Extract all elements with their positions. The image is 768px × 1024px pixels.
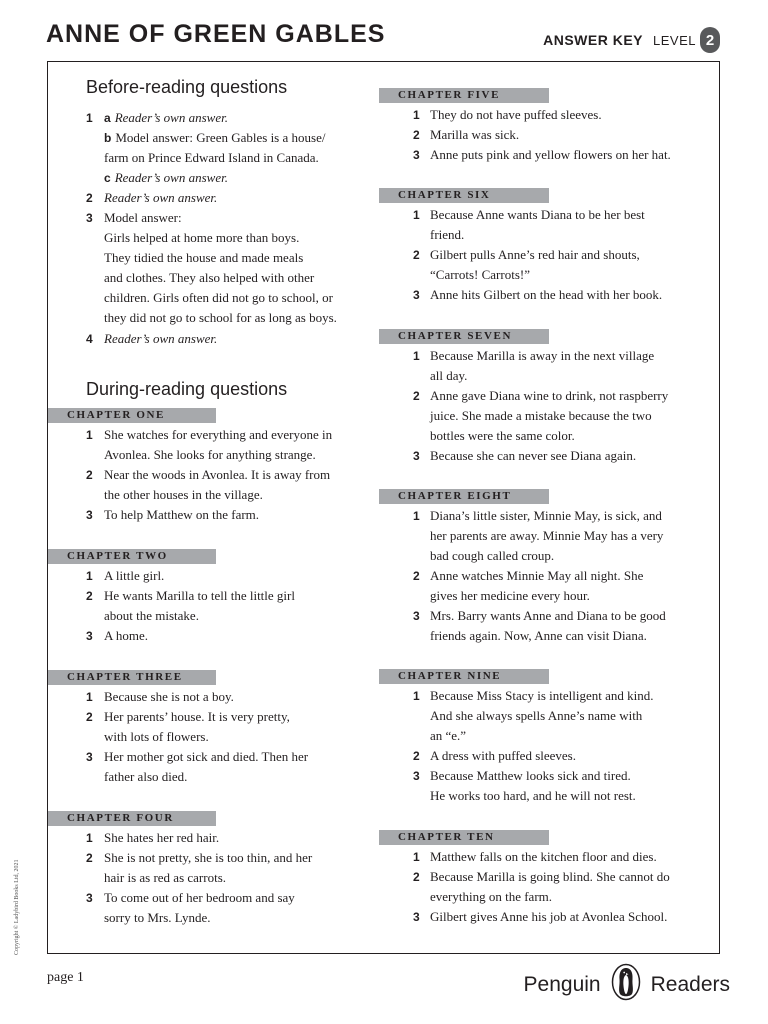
answer-line: father also died.: [104, 769, 188, 784]
answer-line: Because Miss Stacy is intelligent and kind.: [430, 688, 654, 703]
question-number: 2: [86, 710, 93, 724]
answer-line: friend.: [430, 227, 465, 242]
answer-line: Because she is not a boy.: [104, 689, 234, 704]
brand-word-penguin: Penguin: [523, 973, 601, 996]
copyright-notice: Copyright © Ladybird Books Ltd, 2021: [14, 859, 20, 955]
answer-line: Matthew falls on the kitchen floor and dies.: [430, 849, 657, 864]
answer-line: Avonlea. She looks for anything strange.: [104, 447, 316, 462]
answer-3-line: Model answer:: [104, 210, 182, 225]
question-number: 1: [86, 428, 93, 442]
answer-line: He works too hard, and he will not rest.: [430, 788, 636, 803]
question-number: 1: [413, 208, 420, 222]
answer-line: Anne hits Gilbert on the head with her book.: [430, 287, 663, 302]
chapter-heading: CHAPTER FOUR: [48, 811, 216, 826]
question-number: 1: [86, 569, 93, 583]
answer-2: Reader’s own answer.: [104, 190, 218, 205]
answer-line: He wants Marilla to tell the little girl: [104, 588, 295, 603]
answer-line: friends again. Now, Anne can visit Diana.: [430, 628, 647, 643]
answer-line: an “e.”: [430, 728, 467, 743]
document-title: ANNE OF GREEN GABLES: [46, 20, 386, 48]
answer-line: Because Marilla is going blind. She cannot do: [430, 869, 670, 884]
answer-line: Anne puts pink and yellow flowers on her hat.: [430, 147, 671, 162]
answer-4: Reader’s own answer.: [104, 331, 218, 346]
answer-line: Gilbert pulls Anne’s red hair and shouts,: [430, 247, 640, 262]
question-number: 3: [413, 449, 420, 463]
question-number: 3: [413, 609, 420, 623]
brand-word-readers: Readers: [650, 973, 730, 996]
question-number: 1: [413, 689, 420, 703]
question-number: 3: [86, 891, 93, 905]
answer-line: bad cough called croup.: [430, 548, 555, 563]
page-number: page 1: [47, 970, 84, 985]
answer-1b-cont: farm on Prince Edward Island in Canada.: [104, 150, 319, 165]
chapter-heading: CHAPTER SEVEN: [379, 329, 549, 344]
question-number: 3: [413, 288, 420, 302]
answer-line: the other houses in the village.: [104, 487, 263, 502]
question-number: 1: [86, 111, 93, 125]
answer-line: A little girl.: [104, 568, 165, 583]
question-number: 2: [413, 870, 420, 884]
chapter-heading: CHAPTER SIX: [379, 188, 549, 203]
answer-3-line: they did not go to school for as long as boys.: [104, 310, 337, 325]
answer-line: everything on the farm.: [430, 889, 553, 904]
answer-line: Her parents’ house. It is very pretty,: [104, 709, 290, 724]
question-number: 2: [86, 468, 93, 482]
answer-1a: a Reader’s own answer.: [104, 110, 228, 125]
before-reading-heading: Before-reading questions: [86, 77, 288, 97]
answer-3-line: Girls helped at home more than boys.: [104, 230, 300, 245]
question-number: 2: [86, 191, 93, 205]
answer-line: Anne watches Minnie May all night. She: [430, 568, 644, 583]
answer-line: bottles were the same color.: [430, 428, 575, 443]
answer-line: “Carrots! Carrots!”: [430, 267, 530, 282]
answer-line: hair is as red as carrots.: [104, 870, 227, 885]
answer-line: Because Matthew looks sick and tired.: [430, 768, 631, 783]
question-number: 3: [86, 629, 93, 643]
question-number: 3: [413, 910, 420, 924]
answer-1b: b Model answer: Green Gables is a house/: [104, 130, 326, 145]
answer-line: To come out of her bedroom and say: [104, 890, 295, 905]
answer-line: Because she can never see Diana again.: [430, 448, 637, 463]
question-number: 3: [86, 508, 93, 522]
question-number: 1: [413, 349, 420, 363]
chapter-heading: CHAPTER NINE: [379, 669, 549, 684]
question-number: 4: [86, 332, 93, 346]
question-number: 1: [86, 690, 93, 704]
answer-line: Near the woods in Avonlea. It is away from: [104, 467, 331, 482]
answer-3-line: and clothes. They also helped with other: [104, 270, 315, 285]
answer-line: Mrs. Barry wants Anne and Diana to be good: [430, 608, 666, 623]
answer-line: all day.: [430, 368, 468, 383]
answer-line: A dress with puffed sleeves.: [430, 748, 576, 763]
answer-1c: c Reader’s own answer.: [104, 170, 228, 185]
level-label: LEVEL: [653, 32, 696, 48]
answer-line: They do not have puffed sleeves.: [430, 107, 602, 122]
chapter-heading: CHAPTER ONE: [48, 408, 216, 423]
chapter-heading: CHAPTER TWO: [48, 549, 216, 564]
penguin-readers-logo: [524, 963, 730, 1007]
answer-line: her parents are away. Minnie May has a very: [430, 528, 664, 543]
question-number: 2: [413, 569, 420, 583]
answer-line: gives her medicine every hour.: [430, 588, 590, 603]
answer-line: sorry to Mrs. Lynde.: [104, 910, 211, 925]
question-number: 3: [86, 750, 93, 764]
question-number: 1: [413, 850, 420, 864]
answer-line: Marilla was sick.: [430, 127, 520, 142]
answer-line: To help Matthew on the farm.: [104, 507, 260, 522]
question-number: 2: [413, 389, 420, 403]
question-number: 2: [413, 128, 420, 142]
answer-line: Her mother got sick and died. Then her: [104, 749, 309, 764]
question-number: 3: [413, 148, 420, 162]
answer-key-label: ANSWER KEY: [543, 32, 644, 48]
answer-line: Because Marilla is away in the next village: [430, 348, 655, 363]
chapter-heading: CHAPTER EIGHT: [379, 489, 549, 504]
question-number: 1: [86, 831, 93, 845]
question-number: 2: [86, 589, 93, 603]
answer-line: And she always spells Anne’s name with: [430, 708, 643, 723]
answer-line: She watches for everything and everyone in: [104, 427, 333, 442]
question-number: 1: [413, 108, 420, 122]
answer-line: Gilbert gives Anne his job at Avonlea School.: [430, 909, 668, 924]
answer-line: She hates her red hair.: [104, 830, 220, 845]
question-number: 2: [86, 851, 93, 865]
answer-3-line: They tidied the house and made meals: [104, 250, 304, 265]
answer-line: with lots of flowers.: [104, 729, 209, 744]
answer-line: Anne gave Diana wine to drink, not raspberry: [430, 388, 669, 403]
answer-line: Diana’s little sister, Minnie May, is sick, and: [430, 508, 662, 523]
question-number: 2: [413, 749, 420, 763]
level-indicator: [543, 27, 720, 53]
answer-line: A home.: [104, 628, 149, 643]
answer-line: She is not pretty, she is too thin, and her: [104, 850, 313, 865]
chapter-heading: CHAPTER TEN: [379, 830, 549, 845]
answer-frame: [47, 61, 720, 954]
answer-3-line: children. Girls often did not go to school, or: [104, 290, 333, 305]
question-number: 2: [413, 248, 420, 262]
chapter-heading: CHAPTER FIVE: [379, 88, 549, 103]
question-number: 3: [86, 211, 93, 225]
answer-line: juice. She made a mistake because the two: [430, 408, 652, 423]
level-badge: 2: [700, 27, 720, 53]
question-number: 3: [413, 769, 420, 783]
answer-line: about the mistake.: [104, 608, 199, 623]
question-number: 1: [413, 509, 420, 523]
answer-line: Because Anne wants Diana to be her best: [430, 207, 645, 222]
penguin-logo-icon: [611, 963, 641, 1007]
chapter-heading: CHAPTER THREE: [48, 670, 216, 685]
during-reading-heading: During-reading questions: [86, 379, 288, 399]
